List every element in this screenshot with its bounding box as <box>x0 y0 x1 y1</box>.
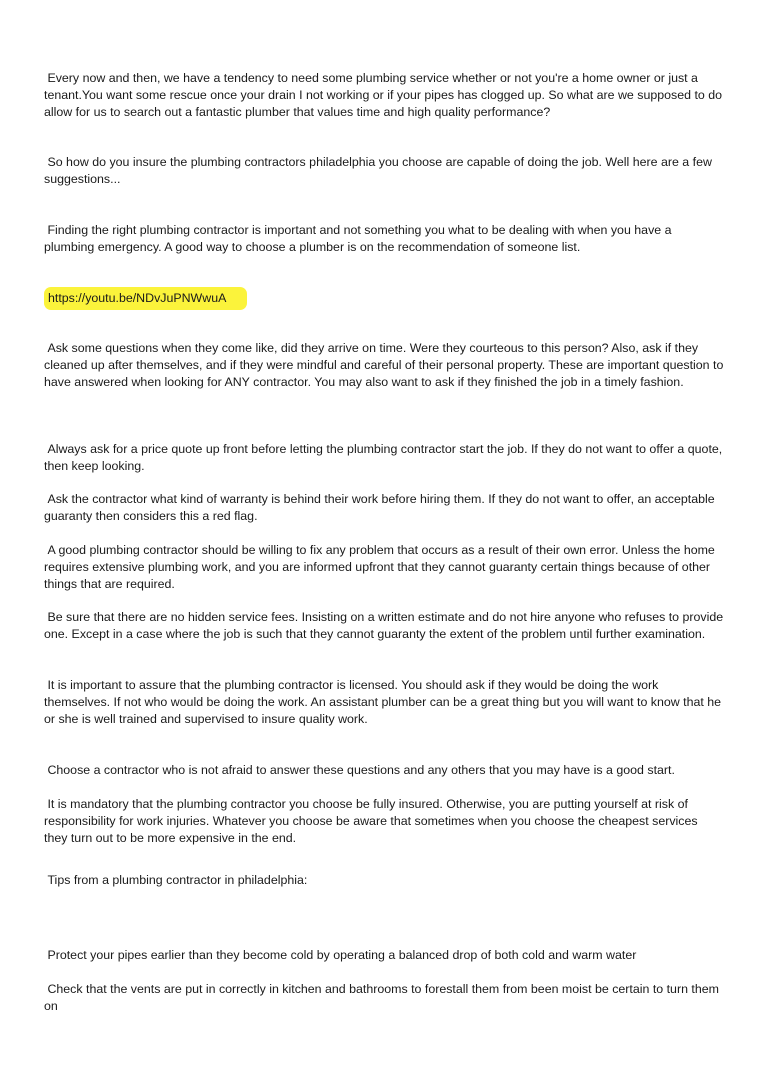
paragraph-finding: Finding the right plumbing contractor is important and not something you what to be dealing with when you have a plumbing emergency. A good way to choose a plumber is on the recommendation of someone list. <box>44 223 675 254</box>
paragraph-intro: Every now and then, we have a tendency to need some plumbing service whether or not you're a home owner or just a tenant.You want some rescue once your drain I not working or if your pipes has clogged up. So what are we supposed to do allow for us to search out a fantastic plumber that values time and high quality performance? <box>44 71 726 119</box>
paragraph-insured: It is mandatory that the plumbing contractor you choose be fully insured. Otherwise, you are putting yourself at risk of responsibility for work injuries. Whatever you choose be aware that sometimes when you choose the cheapest services they turn out to be more expensive in the end. <box>44 797 702 845</box>
paragraph-suggestions: So how do you insure the plumbing contractors philadelphia you choose are capable of doing the job. Well here are a few suggestions... <box>44 155 716 186</box>
paragraph-hidden-fees: Be sure that there are no hidden service fees. Insisting on a written estimate and do not hire anyone who refuses to provide one. Except in a case where the job is such that they cannot guaranty the extent of the problem until further examination. <box>44 610 727 641</box>
paragraph-fix-problem: A good plumbing contractor should be willing to fix any problem that occurs as a result of their own error. Unless the home requires extensive plumbing work, and you are informed upfront that they cannot guaranty certain things because of other things that are required. <box>44 543 719 591</box>
paragraph-protect-pipes: Protect your pipes earlier than they become cold by operating a balanced drop of both cold and warm water <box>44 948 637 962</box>
highlighted-link-box <box>44 287 247 310</box>
paragraph-tips-heading: Tips from a plumbing contractor in philadelphia: <box>44 873 308 887</box>
paragraph-choose-contractor: Choose a contractor who is not afraid to answer these questions and any others that you may have is a good start. <box>44 763 675 777</box>
paragraph-price-quote: Always ask for a price quote up front before letting the plumbing contractor start the job. If they do not want to offer a quote, then keep looking. <box>44 442 726 473</box>
paragraph-check-vents: Check that the vents are put in correctly in kitchen and bathrooms to forestall them from been moist be certain to turn them on <box>44 982 723 1013</box>
paragraph-ask-questions: Ask some questions when they come like, did they arrive on time. Were they courteous to this person? Also, ask if they cleaned up after themselves, and if they were mindful and careful of their personal property. These are important question to have answered when looking for ANY contractor. You may also want to ask if they finished the job in a timely fashion. <box>44 341 727 389</box>
youtube-link[interactable]: https://youtu.be/NDvJuPNWwuA <box>48 291 227 305</box>
paragraph-licensed: It is important to assure that the plumbing contractor is licensed. You should ask if they would be doing the work themselves. If not who would be doing the work. An assistant plumber can be a great thing but you will want to know that he or she is well trained and supervised to insure quality work. <box>44 678 725 726</box>
paragraph-warranty: Ask the contractor what kind of warranty is behind their work before hiring them. If they do not want to offer, an acceptable guaranty then considers this a red flag. <box>44 492 719 523</box>
